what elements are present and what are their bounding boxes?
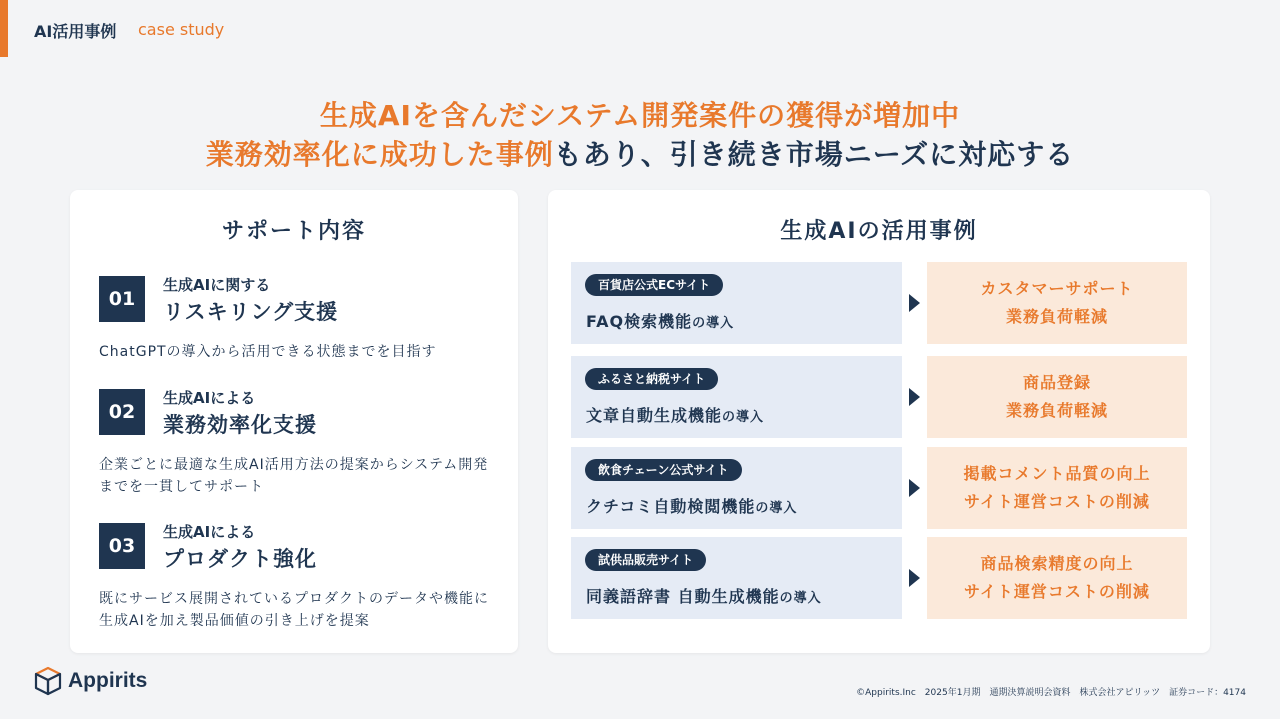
arrow-right-icon <box>909 294 920 312</box>
case-summary <box>571 262 902 344</box>
case-feature-suffix: の導入 <box>722 410 765 425</box>
case-result-line: サイト運営コストの削減 <box>964 492 1150 511</box>
case-tag: ふるさと納税サイト <box>585 368 718 390</box>
case-feature <box>586 494 797 517</box>
case-feature <box>586 309 734 332</box>
headline-line-1: 生成AIを含んだシステム開発案件の獲得が増加中 <box>319 99 961 132</box>
case-row <box>571 356 1187 438</box>
case-result <box>927 262 1187 344</box>
logo-text: Appirits <box>68 669 148 692</box>
header-title: AI活用事例 <box>34 22 117 41</box>
headline-line-2 <box>0 133 1280 173</box>
cube-logo-icon <box>34 666 62 696</box>
header-subtitle: case study <box>138 20 225 39</box>
case-result <box>927 537 1187 619</box>
case-feature-suffix: の導入 <box>779 591 822 606</box>
item-number: 02 <box>99 389 145 435</box>
item-title: プロダクト強化 <box>163 547 317 571</box>
item-subtitle: 生成AIによる <box>163 389 256 407</box>
support-card <box>70 190 518 653</box>
case-result <box>927 356 1187 438</box>
appirits-logo <box>34 666 147 696</box>
case-feature-suffix: の導入 <box>755 501 798 516</box>
case-feature <box>586 584 822 607</box>
case-feature-name: 文章自動生成機能 <box>586 406 723 425</box>
case-row <box>571 447 1187 529</box>
case-result-line: サイト運営コストの削減 <box>964 582 1150 601</box>
case-result-line: カスタマーサポート <box>980 279 1134 298</box>
case-result <box>927 447 1187 529</box>
case-feature <box>586 403 764 426</box>
item-title: 業務効率化支援 <box>163 413 317 437</box>
arrow-right-icon <box>909 388 920 406</box>
footer-text: ©Appirits.Inc 2025年1月期 通期決算説明会資料 株式会社アピリッツ 証券コード：4174 <box>856 688 1246 698</box>
support-card-title: サポート内容 <box>221 219 366 244</box>
item-subtitle: 生成AIに関する <box>163 276 271 294</box>
case-feature-name: FAQ検索機能 <box>586 312 693 331</box>
case-summary <box>571 356 902 438</box>
case-row <box>571 537 1187 619</box>
item-number: 03 <box>99 523 145 569</box>
case-result-line: 掲載コメント品質の向上 <box>963 464 1151 483</box>
item-number: 01 <box>99 276 145 322</box>
header-accent-bar <box>0 0 8 57</box>
case-result-line: 業務負荷軽減 <box>1005 401 1108 420</box>
item-description: 企業ごとに最適な生成AI活用方法の提案からシステム開発までを一貫してサポート <box>99 457 489 495</box>
arrow-right-icon <box>909 479 920 497</box>
item-title: リスキリング支援 <box>163 300 339 324</box>
case-tag: 百貨店公式ECサイト <box>585 274 723 296</box>
case-feature-name: クチコミ自動検閲機能 <box>586 497 756 516</box>
case-summary <box>571 537 902 619</box>
case-feature-name: 同義語辞書 自動生成機能 <box>586 587 780 606</box>
item-description: 既にサービス展開されているプロダクトのデータや機能に生成AIを加え製品価値の引き上げを提案 <box>99 591 489 629</box>
headline-rest: もあり、引き続き市場ニーズに対応する <box>553 138 1075 171</box>
case-tag: 飲食チェーン公式サイト <box>585 459 742 481</box>
case-summary <box>571 447 902 529</box>
case-result-line: 業務負荷軽減 <box>1005 307 1108 326</box>
arrow-right-icon <box>909 569 920 587</box>
case-result-line: 商品検索精度の向上 <box>980 554 1134 573</box>
case-feature-suffix: の導入 <box>692 316 735 331</box>
case-row <box>571 262 1187 344</box>
case-result-line: 商品登録 <box>1022 373 1091 392</box>
cases-card <box>548 190 1210 653</box>
item-description: ChatGPTの導入から活用できる状態までを目指す <box>99 344 437 360</box>
case-tag: 試供品販売サイト <box>585 549 706 571</box>
headline-highlight: 業務効率化に成功した事例 <box>205 138 554 171</box>
item-subtitle: 生成AIによる <box>163 523 256 541</box>
cases-card-title: 生成AIの活用事例 <box>780 219 978 244</box>
